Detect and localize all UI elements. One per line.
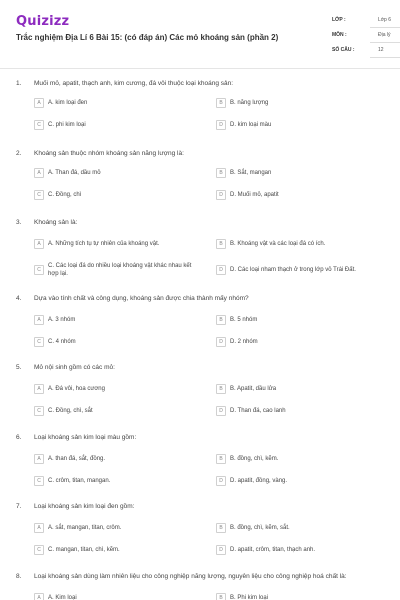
option-d[interactable] [216, 337, 384, 351]
option-d[interactable] [216, 261, 384, 281]
meta-divider [370, 42, 400, 43]
option-text: A. Đá vôi, hoa cương [48, 386, 105, 392]
option-text: A. Than đá, dầu mỏ [48, 170, 101, 176]
meta-grade [332, 14, 400, 29]
option-text: B. Khoáng vật và các loại đá có ích. [230, 241, 326, 247]
question-number: 1. [16, 80, 22, 87]
option-text: C. Các loại đá do nhiều loại khoáng vật khác nhau kết hợp lại. [48, 263, 192, 277]
option-letter-box: C [34, 265, 44, 275]
option-letter-box: D [216, 406, 226, 416]
option-letter-box: D [216, 265, 226, 275]
meta-value: Lớp 6 [378, 17, 392, 23]
option-letter-box: B [216, 593, 226, 600]
option-text: D. apatit, crôm, titan, thạch anh. [230, 547, 316, 553]
option-letter-box: A [34, 315, 44, 325]
option-c[interactable] [34, 337, 202, 351]
option-c[interactable] [34, 120, 202, 134]
option-b[interactable] [216, 239, 384, 253]
option-letter-box: B [216, 384, 226, 394]
option-a[interactable] [34, 98, 202, 112]
option-letter-box: C [34, 337, 44, 347]
option-text: B. 5 nhóm [230, 317, 258, 323]
meta-subject [332, 29, 400, 44]
option-b[interactable] [216, 454, 384, 468]
option-d[interactable] [216, 476, 384, 490]
meta-label: MÔN : [332, 32, 347, 38]
question-text: Mỏ nội sinh gồm có các mỏ: [34, 364, 115, 371]
quizizz-logo[interactable]: Quizizz [16, 14, 70, 29]
option-a[interactable] [34, 315, 202, 329]
option-text: A. sắt, mangan, titan, crôm. [48, 525, 122, 531]
option-text: D. kim loại màu [230, 122, 272, 128]
option-a[interactable] [34, 384, 202, 398]
option-text: B. Apatit, dầu lửa [230, 386, 277, 392]
option-b[interactable] [216, 593, 384, 600]
question-text: Khoáng sản thuộc nhóm khoáng sản năng lượng là: [34, 150, 184, 157]
option-text: B. Phi kim loại [230, 595, 269, 600]
option-text: C. 4 nhóm [48, 339, 76, 345]
option-letter-box: C [34, 545, 44, 555]
option-letter-box: C [34, 190, 44, 200]
option-letter-box: B [216, 523, 226, 533]
question-text: Muối mỏ, apatit, thạch anh, kim cương, đá vôi thuộc loại khoáng sản: [34, 80, 234, 87]
question-number: 2. [16, 150, 22, 157]
option-text: D. apatit, đồng, vàng. [230, 478, 288, 484]
meta-value: Địa lý [378, 32, 391, 38]
question-text: Dựa vào tính chất và công dụng, khoáng sản được chia thành mấy nhóm? [34, 295, 249, 302]
option-a[interactable] [34, 593, 202, 600]
meta-value: 12 [378, 47, 384, 53]
meta-label: LỚP : [332, 17, 346, 23]
option-c[interactable] [34, 406, 202, 420]
meta-question-count [332, 44, 400, 59]
option-text: A. 3 nhóm [48, 317, 76, 323]
option-letter-box: A [34, 98, 44, 108]
option-c[interactable] [34, 476, 202, 490]
option-text: B. Sắt, mangan [230, 170, 272, 176]
option-text: B. đồng, chì, kẽm, sắt. [230, 525, 290, 531]
option-text: A. Kim loại [48, 595, 77, 600]
option-letter-box: B [216, 98, 226, 108]
option-letter-box: B [216, 454, 226, 464]
option-letter-box: A [34, 523, 44, 533]
option-a[interactable] [34, 239, 202, 253]
worksheet-meta [332, 14, 400, 59]
option-text: C. phi kim loại [48, 122, 86, 128]
option-text: B. đồng, chì, kẽm. [230, 456, 279, 462]
option-letter-box: A [34, 454, 44, 464]
option-letter-box: C [34, 406, 44, 416]
option-text: C. mangan, titan, chì, kẽm. [48, 547, 120, 553]
option-letter-box: A [34, 593, 44, 600]
option-a[interactable] [34, 523, 202, 537]
option-c[interactable] [34, 190, 202, 204]
option-text: D. Các loại nham thạch ở trong lớp vỏ Trái Đất. [230, 267, 356, 273]
option-letter-box: D [216, 476, 226, 486]
worksheet-title: Trắc nghiệm Địa Lí 6 Bài 15: (có đáp án) Các mỏ khoáng sản (phần 2) [16, 33, 279, 42]
option-text: D. 2 nhóm [230, 339, 258, 345]
meta-divider [370, 57, 400, 58]
question-number: 4. [16, 295, 22, 302]
question-text: Khoáng sản là: [34, 219, 78, 226]
option-d[interactable] [216, 545, 384, 559]
option-b[interactable] [216, 168, 384, 182]
option-letter-box: B [216, 239, 226, 249]
option-text: D. Than đá, cao lanh [230, 408, 286, 414]
option-text: A. kim loại đen [48, 100, 88, 106]
option-text: D. Muối mỏ, apatit [230, 192, 279, 198]
option-letter-box: A [34, 168, 44, 178]
option-letter-box: C [34, 476, 44, 486]
option-letter-box: B [216, 315, 226, 325]
question-number: 8. [16, 573, 22, 580]
option-b[interactable] [216, 384, 384, 398]
option-a[interactable] [34, 168, 202, 182]
option-d[interactable] [216, 190, 384, 204]
meta-label: SỐ CÂU : [332, 47, 355, 53]
question-text: Loại khoáng sản kim loại đen gồm: [34, 503, 135, 510]
question-number: 6. [16, 434, 22, 441]
question-number: 7. [16, 503, 22, 510]
option-c[interactable] [34, 545, 202, 559]
option-d[interactable] [216, 406, 384, 420]
option-b[interactable] [216, 98, 384, 112]
option-c[interactable] [34, 261, 202, 281]
option-text: C. Đồng, chì, sắt [48, 408, 93, 414]
option-letter-box: D [216, 337, 226, 347]
option-text: A. than đá, sắt, đồng. [48, 456, 106, 462]
option-letter-box: C [34, 120, 44, 130]
option-a[interactable] [34, 454, 202, 468]
option-d[interactable] [216, 120, 384, 134]
option-letter-box: D [216, 545, 226, 555]
header-divider [0, 68, 400, 69]
option-letter-box: D [216, 120, 226, 130]
question-text: Loại khoáng sản dùng làm nhiên liệu cho công nghiệp năng lượng, nguyên liệu cho công nghiệp hoá chất là: [34, 573, 347, 580]
option-text: A. Những tích tụ tự nhiên của khoáng vật. [48, 241, 160, 247]
question-number: 5. [16, 364, 22, 371]
option-b[interactable] [216, 315, 384, 329]
option-b[interactable] [216, 523, 384, 537]
question-number: 3. [16, 219, 22, 226]
question-text: Loại khoáng sản kim loại màu gồm: [34, 434, 137, 441]
option-letter-box: A [34, 239, 44, 249]
option-letter-box: B [216, 168, 226, 178]
meta-divider [370, 27, 400, 28]
option-letter-box: D [216, 190, 226, 200]
option-text: C. crôm, titan, mangan. [48, 478, 111, 484]
option-text: B. năng lượng [230, 100, 269, 106]
option-letter-box: A [34, 384, 44, 394]
option-text: C. Đồng, chì [48, 192, 82, 198]
worksheet-header [16, 14, 392, 64]
